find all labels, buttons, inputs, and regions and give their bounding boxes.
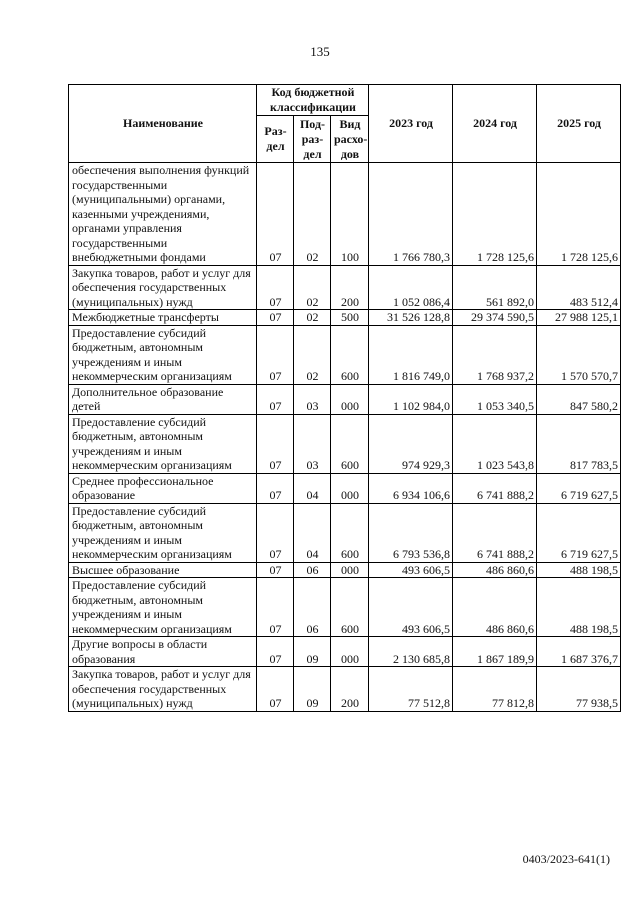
table-row	[69, 578, 621, 637]
header-2023: 2023 год	[369, 85, 453, 163]
row-name: Закупка товаров, работ и услуг для обеспечения государственных (муниципальных) нужд	[69, 265, 257, 310]
row-subsection: 02	[294, 163, 331, 266]
table-row	[69, 265, 621, 310]
row-expense-type: 600	[331, 503, 369, 562]
row-amount-2023: 2 130 685,8	[369, 637, 453, 667]
budget-table	[68, 84, 621, 712]
row-amount-2024: 1 867 189,9	[453, 637, 537, 667]
row-amount-2024: 486 860,6	[453, 578, 537, 637]
row-subsection: 03	[294, 414, 331, 473]
table-row	[69, 667, 621, 712]
table-header	[69, 85, 621, 163]
table-row	[69, 310, 621, 326]
row-amount-2023: 493 606,5	[369, 578, 453, 637]
row-amount-2024: 29 374 590,5	[453, 310, 537, 326]
row-subsection: 02	[294, 325, 331, 384]
row-name: Высшее образование	[69, 562, 257, 578]
row-amount-2024: 561 892,0	[453, 265, 537, 310]
row-amount-2024: 1 053 340,5	[453, 384, 537, 414]
row-expense-type: 600	[331, 578, 369, 637]
row-amount-2024: 77 812,8	[453, 667, 537, 712]
header-section: Раз-дел	[257, 116, 294, 163]
row-amount-2025: 1 687 376,7	[537, 637, 621, 667]
row-name: Дополнительное образование детей	[69, 384, 257, 414]
row-amount-2025: 6 719 627,5	[537, 503, 621, 562]
row-expense-type: 000	[331, 637, 369, 667]
header-name: Наименование	[69, 85, 257, 163]
row-name: Предоставление субсидий бюджетным, автономным учреждениям и иным некоммерческим организациям	[69, 325, 257, 384]
header-code-group: Код бюджетной классификации	[257, 85, 369, 116]
row-amount-2025: 488 198,5	[537, 578, 621, 637]
row-expense-type: 200	[331, 667, 369, 712]
row-amount-2023: 1 766 780,3	[369, 163, 453, 266]
row-section: 07	[257, 562, 294, 578]
row-section: 07	[257, 473, 294, 503]
row-amount-2025: 1 728 125,6	[537, 163, 621, 266]
row-subsection: 03	[294, 384, 331, 414]
row-name: обеспечения выполнения функций государственными (муниципальными) органами, казенными учреждениями, органами управления государственными внебюджетными фондами	[69, 163, 257, 266]
row-amount-2023: 77 512,8	[369, 667, 453, 712]
table-row	[69, 414, 621, 473]
row-amount-2023: 493 606,5	[369, 562, 453, 578]
header-2025: 2025 год	[537, 85, 621, 163]
row-expense-type: 100	[331, 163, 369, 266]
row-amount-2023: 1 052 086,4	[369, 265, 453, 310]
row-name: Предоставление субсидий бюджетным, автономным учреждениям и иным некоммерческим организациям	[69, 503, 257, 562]
row-amount-2023: 1 816 749,0	[369, 325, 453, 384]
table-row	[69, 473, 621, 503]
row-amount-2024: 6 741 888,2	[453, 503, 537, 562]
row-section: 07	[257, 637, 294, 667]
row-section: 07	[257, 265, 294, 310]
row-amount-2024: 486 860,6	[453, 562, 537, 578]
row-section: 07	[257, 578, 294, 637]
row-name: Закупка товаров, работ и услуг для обеспечения государственных (муниципальных) нужд	[69, 667, 257, 712]
row-name: Предоставление субсидий бюджетным, автономным учреждениям и иным некоммерческим организациям	[69, 414, 257, 473]
row-subsection: 06	[294, 562, 331, 578]
row-expense-type: 000	[331, 562, 369, 578]
row-section: 07	[257, 503, 294, 562]
table-row	[69, 562, 621, 578]
header-expense-type: Вид расхо-дов	[331, 116, 369, 163]
row-name: Предоставление субсидий бюджетным, автономным учреждениям и иным некоммерческим организациям	[69, 578, 257, 637]
row-amount-2025: 77 938,5	[537, 667, 621, 712]
row-subsection: 06	[294, 578, 331, 637]
table-body	[69, 163, 621, 712]
row-section: 07	[257, 667, 294, 712]
row-amount-2025: 847 580,2	[537, 384, 621, 414]
row-amount-2023: 6 934 106,6	[369, 473, 453, 503]
row-amount-2025: 27 988 125,1	[537, 310, 621, 326]
row-subsection: 09	[294, 667, 331, 712]
row-amount-2024: 6 741 888,2	[453, 473, 537, 503]
row-expense-type: 000	[331, 384, 369, 414]
row-amount-2023: 6 793 536,8	[369, 503, 453, 562]
row-amount-2023: 31 526 128,8	[369, 310, 453, 326]
page-number: 135	[310, 44, 330, 59]
header-subsection: Под-раз-дел	[294, 116, 331, 163]
row-amount-2024: 1 728 125,6	[453, 163, 537, 266]
row-subsection: 09	[294, 637, 331, 667]
row-subsection: 04	[294, 473, 331, 503]
row-subsection: 02	[294, 265, 331, 310]
row-expense-type: 200	[331, 265, 369, 310]
row-section: 07	[257, 325, 294, 384]
row-amount-2024: 1 023 543,8	[453, 414, 537, 473]
header-2024: 2024 год	[453, 85, 537, 163]
row-subsection: 04	[294, 503, 331, 562]
row-amount-2025: 483 512,4	[537, 265, 621, 310]
row-subsection: 02	[294, 310, 331, 326]
row-name: Межбюджетные трансферты	[69, 310, 257, 326]
row-name: Другие вопросы в области образования	[69, 637, 257, 667]
document-code: 0403/2023-641(1)	[522, 852, 610, 866]
row-amount-2023: 974 929,3	[369, 414, 453, 473]
row-expense-type: 600	[331, 414, 369, 473]
row-section: 07	[257, 310, 294, 326]
row-expense-type: 500	[331, 310, 369, 326]
table-row	[69, 325, 621, 384]
table-row	[69, 163, 621, 266]
row-amount-2023: 1 102 984,0	[369, 384, 453, 414]
row-name: Среднее профессиональное образование	[69, 473, 257, 503]
row-expense-type: 000	[331, 473, 369, 503]
row-amount-2025: 817 783,5	[537, 414, 621, 473]
row-section: 07	[257, 384, 294, 414]
row-amount-2024: 1 768 937,2	[453, 325, 537, 384]
table-row	[69, 384, 621, 414]
table-row	[69, 637, 621, 667]
row-amount-2025: 488 198,5	[537, 562, 621, 578]
row-expense-type: 600	[331, 325, 369, 384]
row-section: 07	[257, 163, 294, 266]
table-row	[69, 503, 621, 562]
row-amount-2025: 1 570 570,7	[537, 325, 621, 384]
row-section: 07	[257, 414, 294, 473]
row-amount-2025: 6 719 627,5	[537, 473, 621, 503]
